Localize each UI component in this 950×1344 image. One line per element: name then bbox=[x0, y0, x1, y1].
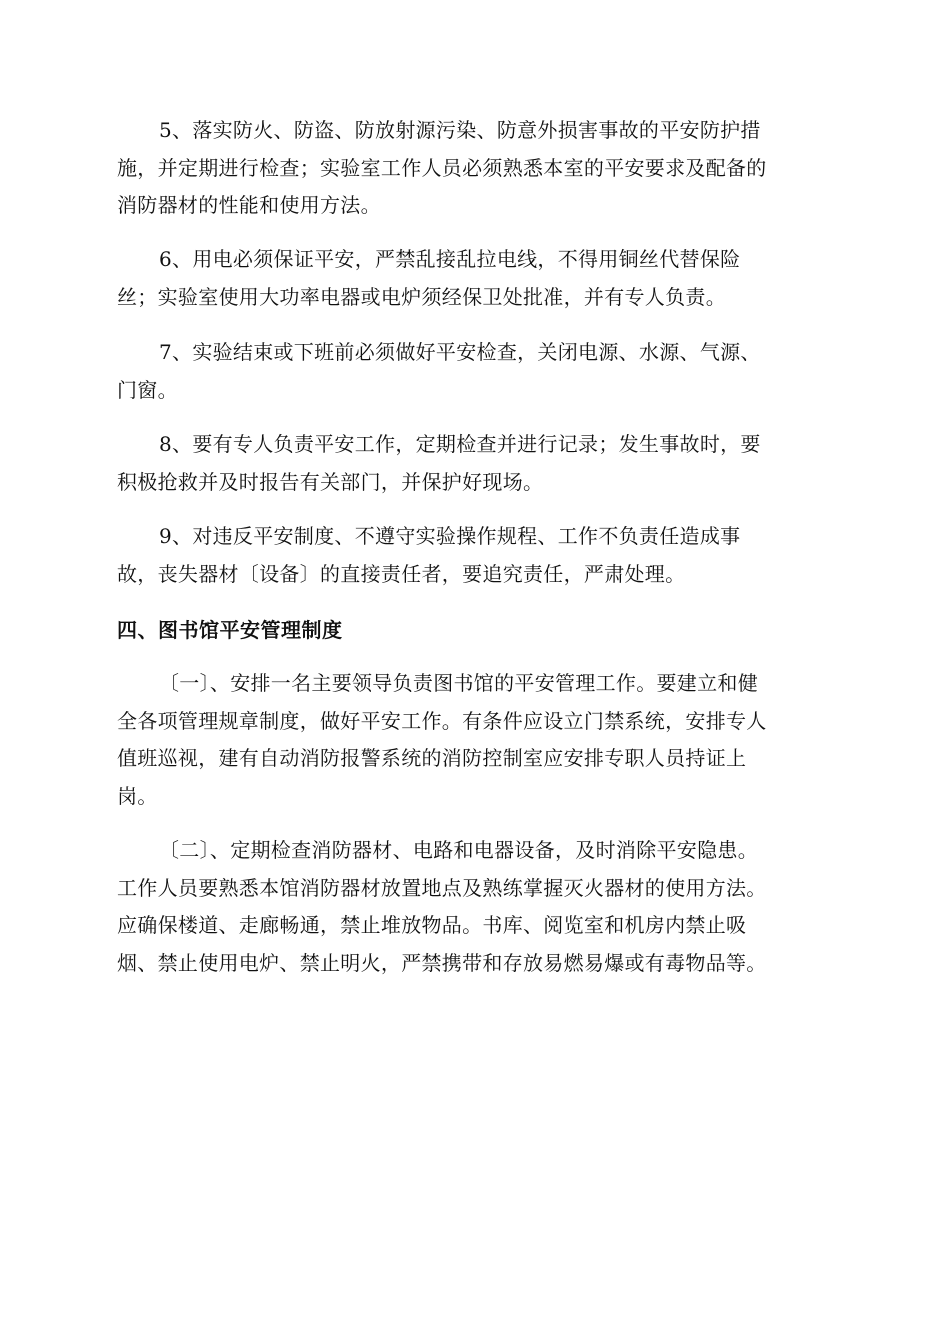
section-heading: 四、图书馆平安管理制度 bbox=[117, 618, 343, 642]
paragraph-item-6 bbox=[117, 241, 833, 316]
text-line: 值班巡视，建有自动消防报警系统的消防控制室应安排专职人员持证上 bbox=[117, 746, 747, 770]
text-line: 5、落实防火、防盗、防放射源污染、防意外损害事故的平安防护措 bbox=[159, 118, 761, 142]
paragraph-item-5 bbox=[117, 112, 833, 225]
text-line: 门窗。 bbox=[117, 377, 178, 402]
text-line: 应确保楼道、走廊畅通，禁止堆放物品。书库、阅览室和机房内禁止吸 bbox=[117, 913, 747, 937]
text-line: 8、要有专人负责平安工作，定期检查并进行记录；发生事故时，要 bbox=[159, 432, 761, 456]
text-line: 积极抢救并及时报告有关部门，并保护好现场。 bbox=[117, 469, 544, 494]
text-line: 丝；实验室使用大功率电器或电炉须经保卫处批准，并有专人负责。 bbox=[117, 284, 726, 309]
text-line: 〔二〕、定期检查消防器材、电路和电器设备，及时消除平安隐患。 bbox=[159, 838, 758, 862]
paragraph-clause-2 bbox=[117, 832, 833, 982]
text-line: 故，丧失器材〔设备〕的直接责任者，要追究责任，严肃处理。 bbox=[117, 561, 686, 586]
paragraph-item-7 bbox=[117, 334, 833, 409]
text-line: 施，并定期进行检查；实验室工作人员必须熟悉本室的平安要求及配备的 bbox=[117, 155, 767, 180]
paragraph-item-9 bbox=[117, 518, 833, 593]
text-line: 6、用电必须保证平安，严禁乱接乱拉电线，不得用铜丝代替保险 bbox=[159, 247, 741, 271]
paragraph-item-8 bbox=[117, 426, 833, 501]
text-line: 9、对违反平安制度、不遵守实验操作规程、工作不负责任造成事 bbox=[159, 524, 741, 548]
text-line: 工作人员要熟悉本馆消防器材放置地点及熟练掌握灭火器材的使用方法。 bbox=[117, 875, 767, 900]
text-line: 7、实验结束或下班前必须做好平安检查，关闭电源、水源、气源、 bbox=[159, 340, 761, 364]
text-line: 消防器材的性能和使用方法。 bbox=[117, 193, 381, 217]
text-line: 全各项管理规章制度，做好平安工作。有条件应设立门禁系统，安排专人 bbox=[117, 708, 767, 733]
text-line: 烟、禁止使用电炉、禁止明火，严禁携带和存放易燃易爆或有毒物品等。 bbox=[117, 950, 767, 975]
paragraph-clause-1 bbox=[117, 665, 833, 815]
text-line: 〔一〕、安排一名主要领导负责图书馆的平安管理工作。要建立和健 bbox=[159, 671, 758, 695]
text-line: 岗。 bbox=[117, 783, 158, 808]
